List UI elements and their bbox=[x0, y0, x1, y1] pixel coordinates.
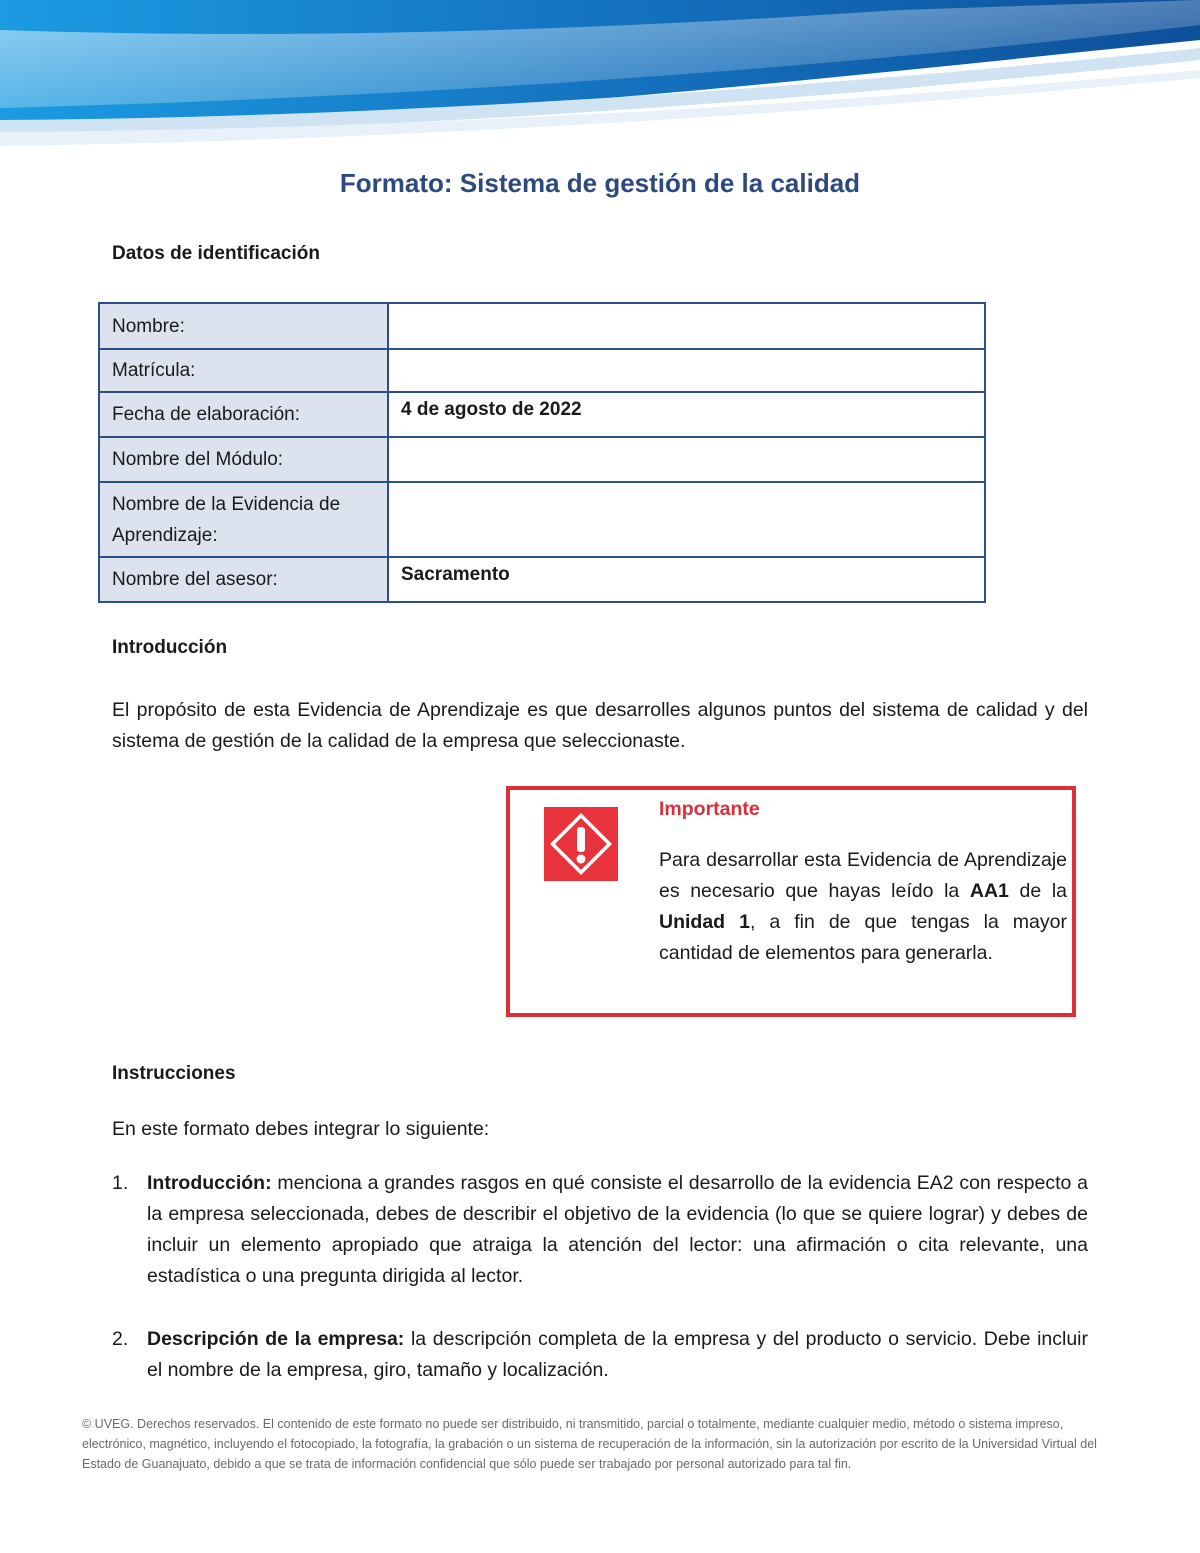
instructions-heading: Instrucciones bbox=[112, 1063, 236, 1084]
table-row bbox=[99, 557, 985, 602]
list-item-label: Descripción de la empresa: bbox=[147, 1328, 405, 1350]
row-value-modulo[interactable] bbox=[388, 437, 985, 482]
list-item-label: Introducción: bbox=[147, 1172, 272, 1194]
important-title: Importante bbox=[659, 798, 760, 820]
table-row bbox=[99, 437, 985, 482]
table-row bbox=[99, 482, 985, 557]
warning-icon bbox=[544, 807, 618, 881]
instructions-lead: En este formato debes integrar lo siguiente: bbox=[112, 1118, 490, 1140]
row-label-matricula: Matrícula: bbox=[99, 349, 388, 392]
row-value-fecha[interactable]: 4 de agosto de 2022 bbox=[388, 392, 985, 437]
row-label-evidencia: Nombre de la Evidencia de Aprendizaje: bbox=[99, 482, 388, 557]
list-item-text: la descripción completa de la empresa y del producto o servicio. Debe incluir el nombre de la empresa, giro, tamaño y localización. bbox=[147, 1328, 1088, 1381]
intro-heading: Introducción bbox=[112, 637, 228, 658]
list-item bbox=[112, 1168, 1088, 1292]
list-number: 1. bbox=[112, 1172, 129, 1194]
row-value-evidencia[interactable] bbox=[388, 482, 985, 557]
identification-heading: Datos de identificación bbox=[112, 243, 320, 264]
list-item bbox=[112, 1324, 1088, 1386]
important-bold-aa1: AA1 bbox=[969, 880, 1009, 902]
page-title: Formato: Sistema de gestión de la calidad bbox=[339, 168, 861, 198]
header-banner bbox=[0, 0, 1200, 148]
list-item-text: menciona a grandes rasgos en qué consiste el desarrollo de la evidencia EA2 con respecto a la empresa seleccionada, debes de describir el objetivo de la evidencia (lo que se quiere lograr) y debes de incluir un elemento apropiado que atraiga la atención del lector: una afirmación o cita relevante, una estadística o una pregunta dirigida al lector. bbox=[147, 1172, 1088, 1287]
instructions-list-2 bbox=[112, 1324, 1088, 1386]
row-label-modulo: Nombre del Módulo: bbox=[99, 437, 388, 482]
row-label-fecha: Fecha de elaboración: bbox=[99, 392, 388, 437]
important-bold-unidad: Unidad 1 bbox=[659, 911, 750, 933]
row-label-nombre: Nombre: bbox=[99, 303, 388, 349]
important-text: Para desarrollar esta Evidencia de Aprendizaje es necesario que hayas leído la AA1 de la Unidad 1, a fin de que tengas la mayor cantidad de elementos para generarla. bbox=[659, 849, 1068, 964]
row-value-asesor[interactable]: Sacramento bbox=[388, 557, 985, 602]
row-label-asesor: Nombre del asesor: bbox=[99, 557, 388, 602]
copyright-footer: © UVEG. Derechos reservados. El contenido de este formato no puede ser distribuido, ni transmitido, parcial o totalmente, mediante cualquier medio, método o sistema impreso, electrónico, magnético, incluyendo el fotocopiado, la fotografía, la grabación o un sistema de recuperación de la información, sin la autorización por escrito de la Universidad Virtual del Estado de Guanajuato, debido a que se trata de información confidencial que sólo puede ser trabajado por personal autorizado para tal fin. bbox=[82, 1417, 1097, 1471]
identification-table bbox=[98, 302, 986, 603]
instructions-list bbox=[112, 1168, 1088, 1292]
list-number: 2. bbox=[112, 1328, 129, 1350]
intro-text: El propósito de esta Evidencia de Aprendizaje es que desarrolles algunos puntos del sistema de calidad y del sistema de gestión de la calidad de la empresa que seleccionaste. bbox=[112, 699, 1088, 752]
table-row bbox=[99, 303, 985, 349]
important-callout bbox=[506, 786, 1076, 1017]
row-value-matricula[interactable] bbox=[388, 349, 985, 392]
row-value-nombre[interactable] bbox=[388, 303, 985, 349]
table-row bbox=[99, 392, 985, 437]
table-row bbox=[99, 349, 985, 392]
